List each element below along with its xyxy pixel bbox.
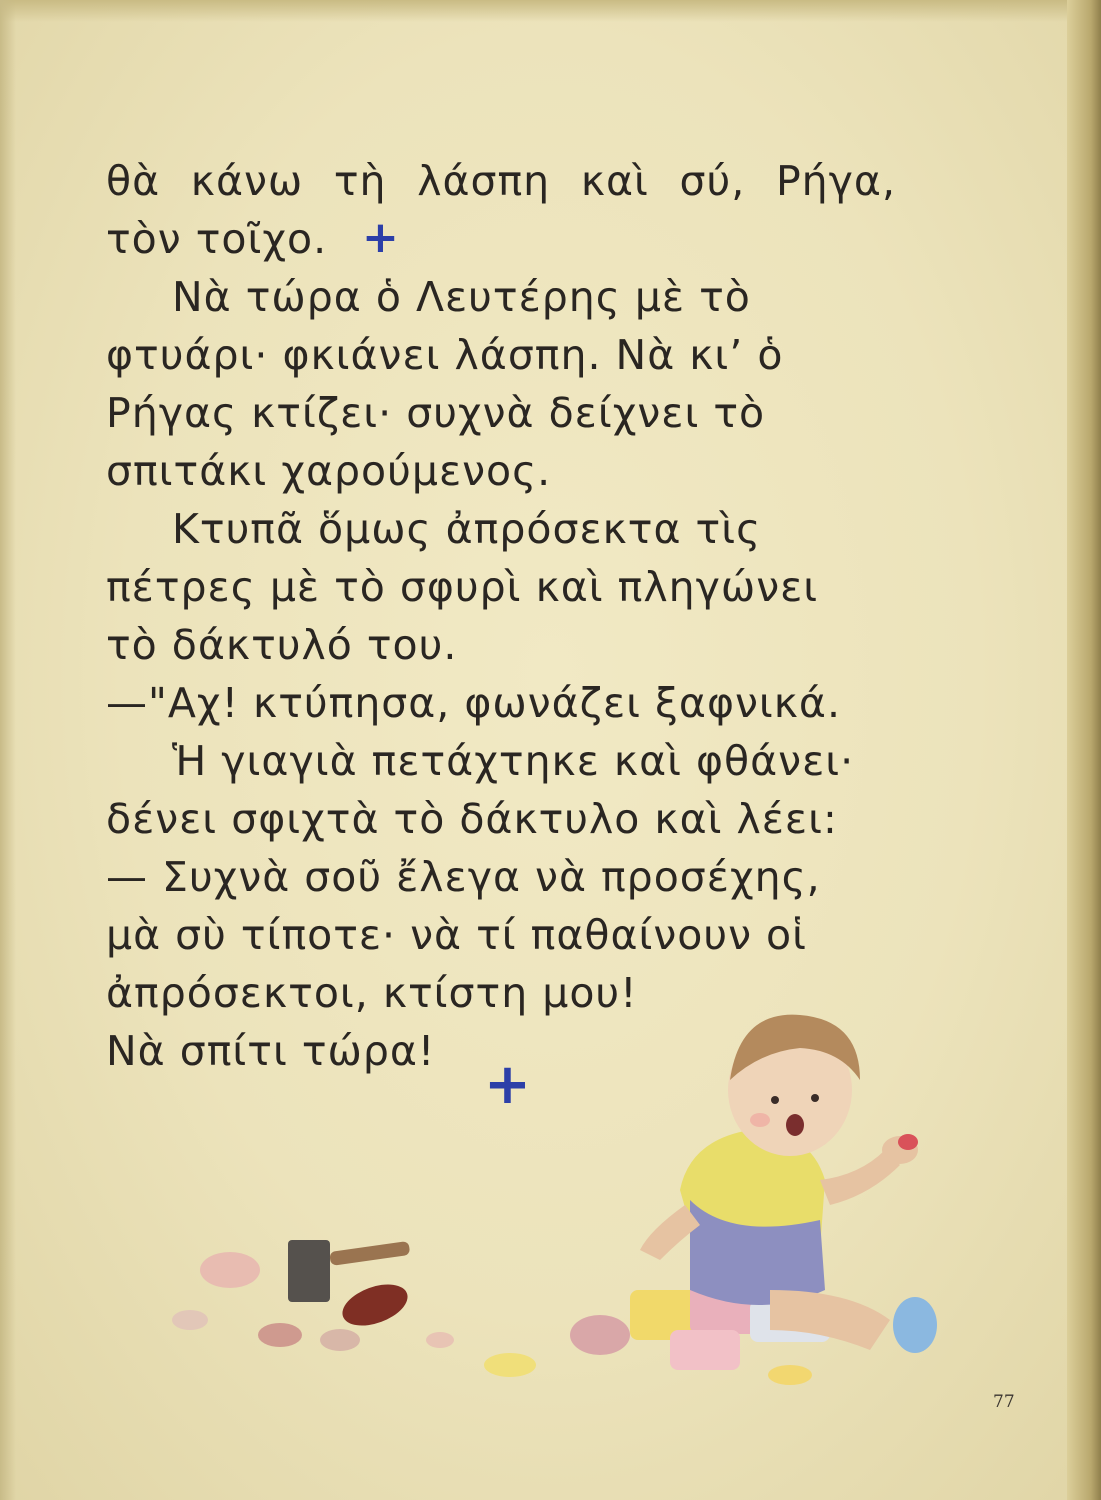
pen-mark: + xyxy=(484,1052,531,1117)
page-number: 77 xyxy=(993,1392,1015,1412)
text-word: Ρήγα, xyxy=(775,157,896,205)
text-line xyxy=(106,152,896,210)
story-text xyxy=(106,152,896,1080)
text-line: σπιτάκι χαρούμενος. xyxy=(106,447,552,495)
text-line: — Συχνὰ σοῦ ἔλεγα νὰ προσέχης, xyxy=(106,853,821,901)
illustration-hurt-boy xyxy=(170,990,990,1420)
page-left-shadow xyxy=(0,0,16,1500)
text-word: κάνω xyxy=(190,157,304,205)
text-word: σύ, xyxy=(679,157,746,205)
text-line: Ρήγας κτίζει· συχνὰ δείχνει τὸ xyxy=(106,389,766,437)
text-line: Ἡ γιαγιὰ πετάχτηκε καὶ φθάνει· xyxy=(172,737,855,785)
text-word: λάσπη xyxy=(417,157,551,205)
text-line: δένει σφιχτὰ τὸ δάκτυλο καὶ λέει: xyxy=(106,795,838,843)
text-line: μὰ σὺ τίποτε· νὰ τί παθαίνουν οἱ xyxy=(106,911,807,959)
text-line: πέτρες μὲ τὸ σφυρὶ καὶ πληγώνει xyxy=(106,563,819,611)
text-line: τὸν τοῖχο. xyxy=(106,215,328,263)
text-word: καὶ xyxy=(580,157,649,205)
text-line: τὸ δάκτυλό του. xyxy=(106,621,458,669)
text-line: Νὰ σπίτι τώρα! xyxy=(106,1027,436,1075)
text-line: ἀπρόσεκτοι, κτίστη μου! xyxy=(106,969,638,1017)
text-word: τὴ xyxy=(333,157,387,205)
page-top-shadow xyxy=(0,0,1101,22)
text-line: —"Αχ! κτύπησα, φωνάζει ξαφνικά. xyxy=(106,679,841,727)
text-line: Νὰ τώρα ὁ Λευτέρης μὲ τὸ xyxy=(172,273,751,321)
text-line: φτυάρι· φκιάνει λάσπη. Νὰ κι’ ὁ xyxy=(106,331,784,379)
text-word: θὰ xyxy=(106,157,161,205)
pen-mark: + xyxy=(362,212,399,263)
page-edge xyxy=(1067,0,1101,1500)
text-line: Κτυπᾶ ὅμως ἀπρόσεκτα τὶς xyxy=(172,505,762,553)
